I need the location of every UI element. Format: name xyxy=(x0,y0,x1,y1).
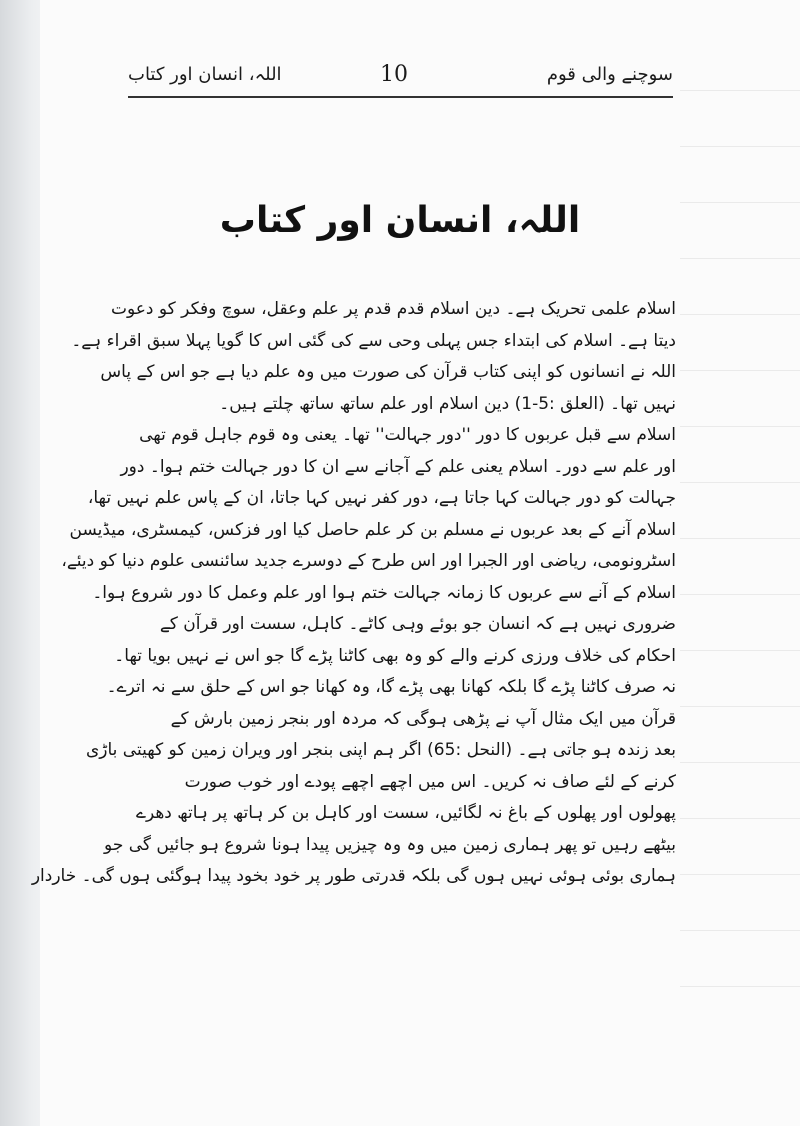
paragraph-2 xyxy=(61,420,676,609)
text-line: اسلام آنے کے بعد عربوں نے مسلم بن کر علم حاصل کیا اور فزکس، کیمسٹری، میڈیسن xyxy=(69,519,676,540)
header-chapter-title: اللہ، انسان اور کتاب xyxy=(128,64,282,85)
text-line: بعد زندہ ہو جاتی ہے۔ (النحل :65) اگر ہم اپنی بنجر اور ویران زمین کو کھیتی باڑی xyxy=(85,740,676,760)
page-number: 10 xyxy=(380,62,408,87)
header-rule xyxy=(128,96,673,98)
text-line: کرنے کے لئے صاف نہ کریں۔ اس میں اچھے اچھے پودے اور خوب صورت xyxy=(184,771,676,792)
text-line: بیٹھے رہیں تو پھر ہماری زمین میں وہ وہ چیزیں پیدا ہونا شروع ہو جائیں گی جو xyxy=(104,834,676,855)
text-line: اللہ نے انسانوں کو اپنی کتاب قرآن کی صورت میں وہ علم دیا ہے جو اس کے پاس xyxy=(100,362,676,382)
text-line: ہماری بوئی ہوئی نہیں ہوں گی بلکہ قدرتی طور پر خود بخود پیدا ہوگئی ہوں گی۔ خاردار xyxy=(31,866,676,886)
text-line: اور علم سے دور۔ اسلام یعنی علم کے آجانے سے ان کا دور جہالت ختم ہوا۔ دور xyxy=(120,456,676,477)
text-line: اسلام کے آنے سے عربوں کا زمانہ جہالت ختم ہوا اور علم وعمل کا دور شروع ہوا۔ xyxy=(92,582,676,603)
text-line: احکام کی خلاف ورزی کرنے والے کو وہ بھی کاٹنا پڑے گا جو اس نے نہیں بویا تھا۔ xyxy=(114,645,676,666)
body-text xyxy=(31,294,676,893)
paragraph-3 xyxy=(106,609,676,704)
text-line: نہیں تھا۔ (العلق :5-1) دین اسلام اور علم ساتھ ساتھ چلتے ہیں۔ xyxy=(219,393,676,414)
text-line: قرآن میں ایک مثال آپ نے پڑھی ہوگی کہ مردہ اور بنجر زمین بارش کے xyxy=(170,708,676,729)
text-line: اسٹرونومی، ریاضی اور الجبرا اور اس طرح کے دوسرے جدید سائنسی علوم دنیا کو دیئے، xyxy=(61,551,676,571)
text-line: دیتا ہے۔ اسلام کی ابتداء جس پہلی وحی سے کی گئی اس کا گویا پہلا سبق اقراء ہے۔ xyxy=(71,330,676,351)
text-line: اسلام سے قبل عربوں کا دور ''دور جہالت'' تھا۔ یعنی وہ قوم جاہل قوم تھی xyxy=(139,425,676,445)
chapter-heading: اللہ، انسان اور کتاب xyxy=(219,200,581,241)
running-header xyxy=(128,62,673,94)
text-line: پھولوں اور پھلوں کے باغ نہ لگائیں، سست اور کاہل بن کر ہاتھ پر ہاتھ دھرے xyxy=(135,803,676,823)
paragraph-1 xyxy=(71,294,676,420)
header-book-title: سوچنے والی قوم xyxy=(546,64,673,85)
paragraph-4 xyxy=(31,704,676,893)
text-line: ضروری نہیں ہے کہ انسان جو بوئے وہی کاٹے۔ کاہل، سست اور قرآن کے xyxy=(159,614,676,634)
text-line: جہالت کو دور جہالت کہا جاتا ہے، دور کفر نہیں کہا جاتا، ان کے پاس علم نہیں تھا، xyxy=(87,488,676,508)
text-line: اسلام علمی تحریک ہے۔ دین اسلام قدم قدم پر علم وعقل، سوچ وفکر کو دعوت xyxy=(111,299,676,319)
show-through-lines xyxy=(680,90,800,1040)
text-line: نہ صرف کاٹنا پڑے گا بلکہ کھانا بھی پڑے گا، وہ کھانا جو اس کے حلق سے نہ اترے۔ xyxy=(106,677,676,697)
